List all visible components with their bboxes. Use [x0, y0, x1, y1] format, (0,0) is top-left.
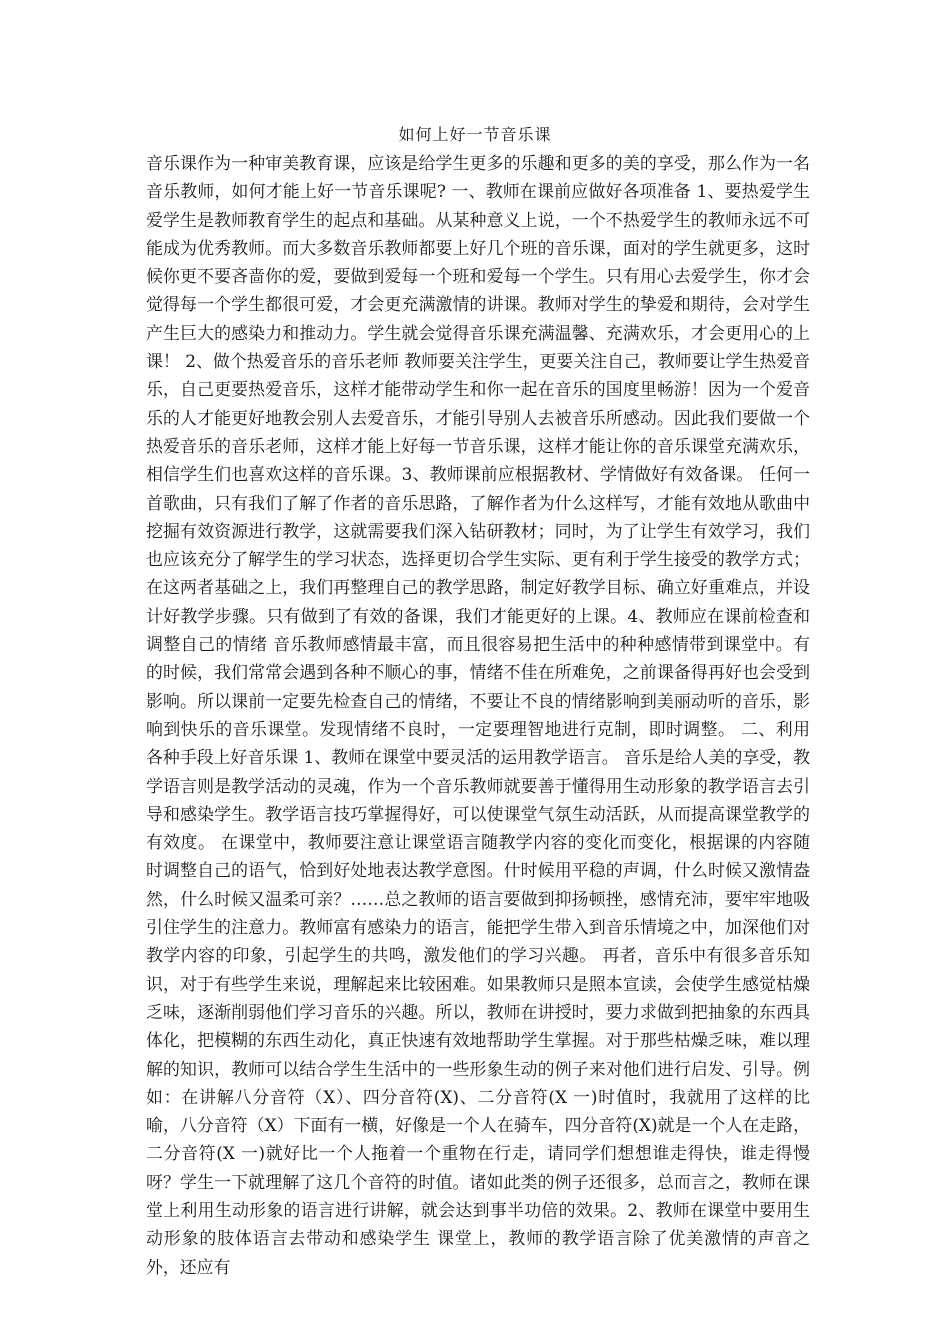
document-body-text: 音乐课作为一种审美教育课，应该是给学生更多的乐趣和更多的美的享受，那么作为一名音乐教师，如何才能上好一节音乐课呢? 一、教师在课前应做好各项准备 1、要热爱学生 爱学生是教师教育学生的起点和基础。从某种意义上说，一个不热爱学生的教师永远不可能成为优秀教师。而大多数音乐教师都要上好几个班的音乐课，面对的学生就更多，这时候你更不要吝啬你的爱，要做到爱每一个班和爱每一个学生。只有用心去爱学生，你才会觉得每一个学生都很可爱，才会更充满激情的讲课。教师对学生的挚爱和期待，会对学生产生巨大的感染力和推动力。学生就会觉得音乐课充满温馨、充满欢乐，才会更用心的上课！ 2、做个热爱音乐的音乐老师 教师要关注学生，更要关注自己，教师要让学生热爱音乐，自己更要热爱音乐，这样才能带动学生和你一起在音乐的国度里畅游！因为一个爱音乐的人才能更好地教会别人去爱音乐，才能引导别人去被音乐所感动。因此我们要做一个热爱音乐的音乐老师，这样才能上好每一节音乐课，这样才能让你的音乐课堂充满欢乐，相信学生们也喜欢这样的音乐课。3、教师课前应根据教材、学情做好有效备课。 任何一首歌曲，只有我们了解了作者的音乐思路，了解作者为什么这样写，才能有效地从歌曲中挖掘有效资源进行教学，这就需要我们深入钻研教材；同时，为了让学生有效学习，我们也应该充分了解学生的学习状态，选择更切合学生实际、更有利于学生接受的教学方式；在这两者基础之上，我们再整理自己的教学思路，制定好教学目标、确立好重难点，并设计好教学步骤。只有做到了有效的备课，我们才能更好的上课。4、教师应在课前检查和调整自己的情绪 音乐教师感情最丰富，而且很容易把生活中的种种感情带到课堂中。有的时候，我们常常会遇到各种不顺心的事，情绪不佳在所难免，之前课备得再好也会受到影响。所以课前一定要先检查自己的情绪，不要让不良的情绪影响到美丽动听的音乐，影响到快乐的音乐课堂。发现情绪不良时，一定要理智地进行克制，即时调整。 二、利用各种手段上好音乐课 1、教师在课堂中要灵活的运用教学语言。 音乐是给人美的享受，教学语言则是教学活动的灵魂，作为一个音乐教师就要善于懂得用生动形象的教学语言去引导和感染学生。教学语言技巧掌握得好，可以使课堂气氛生动活跃，从而提高课堂教学的有效度。 在课堂中，教师要注意让课堂语言随教学内容的变化而变化，根据课的内容随时调整自己的语气，恰到好处地表达教学意图。什时候用平稳的声调，什么时候又激情盎然，什么时候又温柔可亲？……总之教师的语言要做到抑扬顿挫，感情充沛，要牢牢地吸引住学生的注意力。教师富有感染力的语言，能把学生带入到音乐情境之中，加深他们对教学内容的印象，引起学生的共鸣，激发他们的学习兴趣。 再者，音乐中有很多音乐知识，对于有些学生来说，理解起来比较困难。如果教师只是照本宣读，会使学生感觉枯燥乏味，逐渐削弱他们学习音乐的兴趣。所以，教师在讲授时，要力求做到把抽象的东西具体化，把模糊的东西生动化，真正快速有效地帮助学生掌握。对于那些枯燥乏味，难以理解的知识，教师可以结合学生生活中的一些形象生动的例子来对他们进行启发、引导。例如：在讲解八分音符（X）、四分音符(X)、二分音符(X 一)时值时，我就用了这样的比喻，八分音符（X）下面有一横，好像是一个人在骑车，四分音符(X)就是一个人在走路，二分音符(X 一)就好比一个人拖着一个重物在行走，请同学们想想谁走得快，谁走得慢呀？学生一下就理解了这几个音符的时值。诸如此类的例子还很多，总而言之，教师在课堂上利用生动形象的语言进行讲解，就会达到事半功倍的效果。2、教师在课堂中要用生动形象的肢体语言去带动和感染学生 课堂上，教师的教学语言除了优美激情的声音之外，还应有	[146, 153, 810, 1277]
document-title: 如何上好一节音乐课	[398, 125, 552, 144]
